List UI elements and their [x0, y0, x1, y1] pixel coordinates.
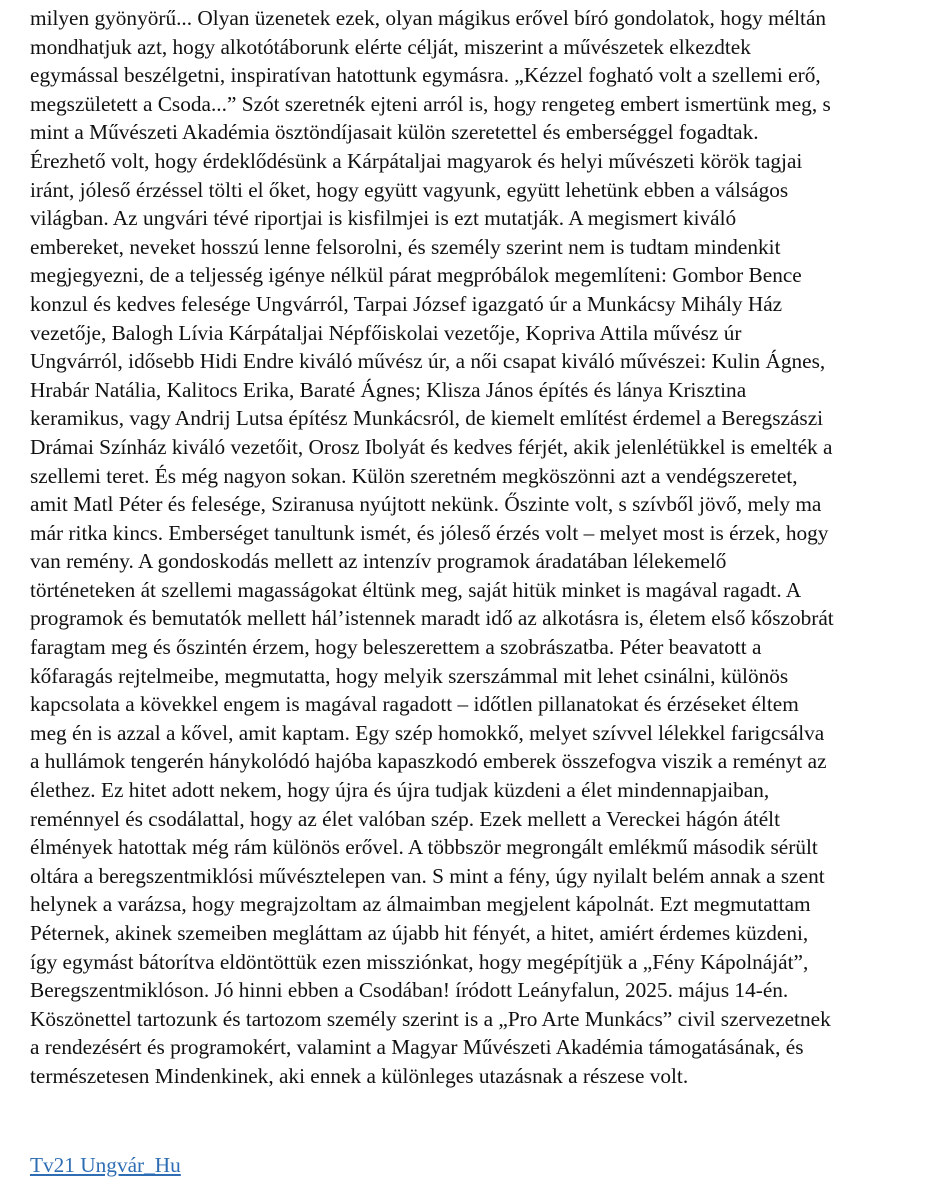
- paragraph-line: meg én is azzal a kővel, amit kaptam. Egy szép homokkő, melyet szívvel lélekkel farigcsálva: [30, 720, 825, 745]
- paragraph-line: már ritka kincs. Emberséget tanultunk ismét, és jóleső érzés volt – melyet most is érzek, hogy: [30, 520, 829, 545]
- paragraph-line: keramikus, vagy Andrij Lutsa építész Munkácsról, de kiemelt említést érdemel a Beregszászi: [30, 406, 824, 431]
- paragraph-line: helynek a varázsa, hogy megrajzoltam az álmaimban megjelent kápolnát. Ezt megmutattam: [30, 892, 811, 917]
- paragraph-line: oltára a beregszentmiklósi művésztelepen van. S mint a fény, úgy nyilalt belém annak a szent: [30, 863, 825, 888]
- paragraph-line: Köszönettel tartozunk és tartozom személy szerint is a „Pro Arte Munkács” civil szervezetnek: [30, 1006, 831, 1031]
- paragraph-line: világban. Az ungvári tévé riportjai is kisfilmjei is ezt mutatják. A megismert kiváló: [30, 206, 737, 231]
- paragraph-line: élethez. Ez hitet adott nekem, hogy újra és újra tudjak küzdeni a élet mindennapjaiban,: [30, 778, 770, 803]
- paragraph-line: Hrabár Natália, Kalitocs Erika, Baraté Ágnes; Klisza János építés és lánya Krisztina: [30, 377, 747, 402]
- paragraph-line: megjegyezni, de a teljesség igénye nélkül párat megpróbálok megemlíteni: Gombor Bence: [30, 263, 802, 288]
- paragraph-line: amit Matl Péter és felesége, Sziranusa nyújtott nekünk. Őszinte volt, s szívből jövő, mely ma: [30, 492, 822, 517]
- paragraph-line: a rendezésért és programokért, valamint a Magyar Művészeti Akadémia támogatásának, és: [30, 1035, 804, 1060]
- paragraph-line: van remény. A gondoskodás mellett az intenzív programok áradatában lélekemelő: [30, 549, 727, 574]
- paragraph-line: így egymást bátorítva eldöntöttük ezen missziónkat, hogy megépítjük a „Fény Kápolnáját”,: [30, 949, 809, 974]
- paragraph-line: történeteken át szellemi magasságokat éltünk meg, saját hitük minket is magával ragadt. A: [30, 577, 802, 602]
- paragraph-line: természetesen Mindenkinek, aki ennek a különleges utazásnak a részese volt.: [30, 1063, 689, 1088]
- paragraph-line: mondhatjuk azt, hogy alkotótáborunk elérte célját, miszerint a művészetek elkezdtek: [30, 34, 751, 59]
- paragraph-line: egymással beszélgetni, inspiratívan hatottunk egymásra. „Kézzel fogható volt a szellemi erő,: [30, 63, 821, 88]
- paragraph-line: Péternek, akinek szemeiben megláttam az újabb hit fényét, a hitet, amiért érdemes küzdeni,: [30, 921, 809, 945]
- paragraph-line: kapcsolata a kövekkel engem is magával ragadott – időtlen pillanatokat és érzéseket éltem: [30, 692, 799, 717]
- paragraph-line: vezetője, Balogh Lívia Kárpátaljai Népfőiskolai vezetője, Kopriva Attila művész úr: [30, 320, 742, 345]
- document-body: [30, 4, 930, 1091]
- paragraph-line: Beregszentmiklóson. Jó hinni ebben a Csodában! íródott Leányfalun, 2025. május 14-én.: [30, 978, 789, 1003]
- paragraph-line: mint a Művészeti Akadémia ösztöndíjasait külön szeretettel és emberséggel fogadtak.: [30, 120, 759, 145]
- paragraph-line: embereket, neveket hosszú lenne felsorolni, és személy szerint nem is tudtam mindenkit: [30, 234, 781, 259]
- paragraph-line: a hullámok tengerén hánykolódó hajóba kapaszkodó emberek összefogva viszik a reményt az: [30, 749, 827, 774]
- paragraph-line: iránt, jóleső érzéssel tölti el őket, hogy együtt vagyunk, együtt lehetünk ebben a válságos: [30, 177, 789, 202]
- paragraph-line: szellemi teret. És még nagyon sokan. Külön szeretném megköszönni azt a vendégszeretet,: [30, 463, 798, 488]
- paragraph-line: Drámai Színház kiváló vezetőit, Orosz Ibolyát és kedves férjét, akik jelenlétükkel is emelték a: [30, 434, 833, 459]
- paragraph-line: konzul és kedves felesége Ungvárról, Tarpai József igazgató úr a Munkácsy Mihály Ház: [30, 291, 783, 316]
- tv21-ungvar-link[interactable]: Tv21 Ungvár_Hu: [30, 1153, 181, 1177]
- paragraph-line: reménnyel és csodálattal, hogy az élet valóban szép. Ezek mellett a Vereckei hágón átélt: [30, 806, 780, 831]
- paragraph-line: megszületett a Csoda...” Szót szeretnék ejteni arról is, hogy rengeteg embert ismertünk meg, s: [30, 91, 831, 116]
- paragraph-line: élmények hatottak még rám különös erővel. A többször megrongált emlékmű második sérült: [30, 835, 818, 860]
- paragraph-line: faragtam meg és őszintén érzem, hogy beleszerettem a szobrászatba. Péter beavatott a: [30, 635, 762, 660]
- paragraph-line: programok és bemutatók mellett hál’istennek maradt idő az alkotásra is, életem első kőszobrát: [30, 606, 834, 631]
- paragraph-line: kőfaragás rejtelmeibe, megmutatta, hogy melyik szerszámmal mit lehet csinálni, különös: [30, 663, 789, 688]
- paragraph-line: Érezhető volt, hogy érdeklődésünk a Kárpátaljai magyarok és helyi művészeti körök tagjai: [30, 148, 803, 173]
- paragraph-line: milyen gyönyörű... Olyan üzenetek ezek, olyan mágikus erővel bíró gondolatok, hogy méltán: [30, 6, 827, 30]
- paragraph-line: Ungvárról, idősebb Hidi Endre kiváló művész úr, a női csapat kiváló művészei: Kulin Ágnes,: [30, 349, 826, 374]
